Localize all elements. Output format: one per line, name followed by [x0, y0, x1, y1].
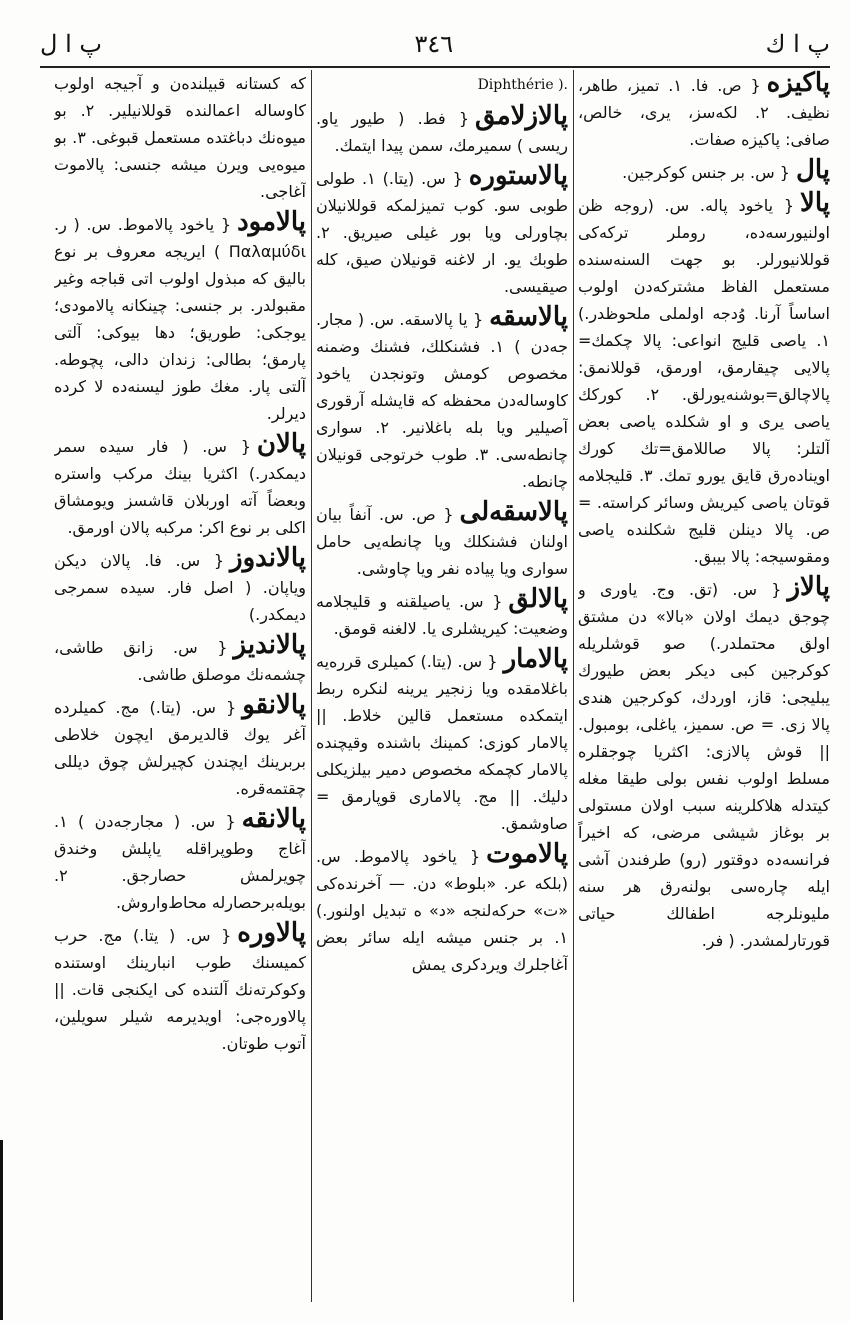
definition: { فط. ( طیور یاو. ریسی ) سمیرمك، سمن پیدا ایتمك.	[316, 109, 568, 155]
definition: { یاخود پاله. س. (روجه ظن اولنیورسه‌ده، روملر ترکه‌کی قوللانیورلر. بو جهت السنه‌سنده مستعمل الفاظ مشترکه‌دن اولوب اساساً آرنا. وُدجه اولملی ملحوظدر.) ۱. یاصی قلیج انواعی: پالا چکمك= پالایی چیقارمق، اورمق، قوللانمق: پالاچالق=بوشنه‌یورلق. ۲. کورکك یاصی یری و او شکلده یاصی بعض آلتلر: پالا صاللامق=تك کورك اوینادەرق قایق یورو تمك. ۳. قلیجلامه قوتان یاصی کیریش وسائر کراسته. = ص. پالا دینلن قلیج شکلنده یاصی ومقوسیجه: پالا بیبق.	[578, 196, 830, 566]
definition: { ص. س. آنفاً بیان اولنان فشنکلك ویا چانطه‌یی حامل سواری ویا پیاده نفر ویا چاوشی.	[316, 505, 568, 578]
header-left-catchword: پ ا ل	[40, 30, 102, 58]
column-middle	[316, 70, 568, 1302]
headword: پالاسقه	[489, 302, 568, 332]
headword: پالاستوره	[468, 161, 568, 191]
definition: { س. زانق طاشی، چشمه‌نك موصلق طاشی.	[54, 638, 306, 684]
page-number: ٣٤٦	[414, 30, 454, 58]
dictionary-entry	[316, 646, 568, 837]
headword: پالانقه	[241, 804, 306, 834]
headword: پالامود	[237, 207, 306, 237]
headword: پالازلامق	[475, 101, 568, 131]
definition: { س. (یتا.) ۱. طولی طوبی سو. کوب تمیزلمکه قوللانیلان بچاورلی ویا بور غیلی صیریق. ۲. طوبك یو. ار لاغنه قونیلان صیق، کله صیقیسی.	[316, 169, 568, 296]
dictionary-entry	[316, 841, 568, 978]
definition: که کستانه قبیلنده‌ن و آجیجه اولوب کاوساله اعمالنده قوللانیلیر. ۲. بو میوه‌نك دباغتده مستعمل قبوغی. ۳. بو میوه‌یی ویرن میشه جنسی: پالاموت آغاجی.	[54, 74, 306, 201]
dictionary-entry	[316, 304, 568, 495]
headword: پالاندوز	[230, 543, 306, 573]
definition: { س. (تق. وج. یاوری و چوجق دیمك اولان «بالا» دن مشتق اولق محتملدر.) صو قوشلریله کوکرجین کبی دیکر بعض طیورك یبلیجی: قاز، اوردك، کوکرجین هندی پالا زی. = ص. سمیز، یاغلی، بومبول. || قوش پالازی: اکثریا چوجقلره مسلط اولوب نفس بولی طیقا مغله کیتدله هلاکلرینه سبب اولان مستولی بر بوغاز شیشی مرضی، که اخیراً فرانسه‌ده دوقتور (رو) طرفندن آشی ایله چاره‌سی بولنه‌رق هر سنه ملیونلرجه اطفالك حیاتی قورتارلمشدر. ( فر.	[578, 580, 830, 950]
headword: پالانقو	[242, 690, 306, 720]
binding-edge	[0, 1140, 3, 1320]
definition: { یاخود پالاموط. س. ( ر. Παλαμύδι ) ایریجه معروف بر نوع بالیق که مبذول اولوب اتی قباجه وغیر مقبولدر. بر جنسی: چینکانه پالامودی؛ یوجکی: طوریق؛ دها بیوکی: آلتی پارمق؛ بطالی: زندان دالی، پچوطه. آلتی پار. مغك طوز لیسنه‌ده لا کرده دیرلر.	[54, 215, 306, 423]
headword: پالاموت	[486, 839, 568, 869]
page-header	[40, 22, 830, 68]
headword: پالاوره	[237, 918, 306, 948]
definition: { س. بر جنس کوکرجین.	[622, 163, 790, 182]
definition: { س. یاصیلقنه و قلیجلامه وضعیت: کیریشلری یا. لالغنه قومق.	[316, 592, 568, 638]
headword: پال	[795, 155, 830, 185]
dictionary-entry	[54, 806, 306, 916]
text-columns	[40, 70, 830, 1310]
dictionary-entry	[578, 70, 830, 153]
column-left	[54, 70, 306, 1302]
dictionary-entry	[54, 920, 306, 1057]
column-divider	[573, 70, 574, 1302]
column-divider	[311, 70, 312, 1302]
dictionary-entry	[578, 574, 830, 954]
definition: { س. (یتا.) مج. کمیلرده آغر یوك قالدیرمق ایچون خلاطی بربرینك ایچندن کچیرلش چوق دیللی چقتمه‌قره.	[54, 698, 306, 798]
definition: { س. ( یتا.) مج. حرب کمیسنك طوب انبارینك اوستنده وکوکرته‌نك آلتنده کی ایکنجی قات. || پالاوره‌جی: اویدیرمه شیلر سویلین، آتوب طوتان.	[54, 926, 306, 1053]
dictionary-entry	[316, 499, 568, 582]
dictionary-entry	[578, 157, 830, 186]
definition: { ص. فا. ۱. تمیز، طاهر، نظیف. ۲. لکه‌سز، یری، خالص، صافی: پاکیزه صفات.	[578, 76, 830, 149]
dictionary-entry	[54, 632, 306, 688]
headword: پالامار	[503, 644, 568, 674]
dictionary-entry	[316, 163, 568, 300]
definition: { س. ( فار سیده سمر دیمکدر.) اکثریا بینك مرکب واستره وبعضاً آته اوربلان قاشسز ویومشاق اکلی بر نوع اکر: مرکبه پالان اورمق.	[54, 437, 306, 537]
headword: پالا	[800, 188, 830, 218]
dictionary-entry	[54, 209, 306, 427]
column-right	[578, 70, 830, 1302]
dictionary-entry	[578, 190, 830, 570]
dictionary-entry	[54, 692, 306, 802]
headword: پالاندیز	[233, 630, 306, 660]
dictionary-entry	[316, 103, 568, 159]
headword: پالان	[256, 429, 306, 459]
definition: Diphthérie ).	[477, 77, 568, 93]
headword: پاکیزه	[766, 70, 830, 98]
definition: { یا پالاسقه. س. ( مجار. جه‌دن ) ۱. فشنکلك، فشنك وضمنه مخصوص کومش وتونجدن یاخود کاوساله‌دن محفظه که قایشله آرقوری آصیلیر ویا بله باغلانیر. ۲. سواری چانطه‌سی. ۳. طوب خرتوجی قونیلان چانطه.	[316, 310, 568, 491]
dictionary-entry	[316, 586, 568, 642]
dictionary-entry	[316, 70, 568, 99]
definition: { س. فا. پالان دیکن ویاپان. ( اصل فار. سیده سمرجی دیمکدر.)	[54, 551, 306, 624]
header-right-catchword: پ ا ك	[765, 30, 830, 58]
dictionary-entry	[54, 70, 306, 205]
headword: پالاز	[787, 572, 830, 602]
definition: { س. ( مجارجه‌دن ) ۱. آغاج وطوپراقله یاپلش وخندق چویرلمش حصارجق. ۲. بویله‌برحصارله محاط‌واروش.	[54, 812, 306, 912]
definition: { یاخود پالاموط. س. (بلکه عر. «بلوط» دن. — آخرنده‌کی «ت» حرکه‌لنجه «د» ه تبدیل اولنور.) ۱. بر جنس میشه ایله سائر بعض آغاجلرك ویردکری یمش	[316, 847, 568, 974]
headword: پالاسقه‌لی	[459, 497, 568, 527]
dictionary-entry	[54, 545, 306, 628]
definition: { س. (یتا.) کمیلری قرره‌یه باغلامقده ویا زنجیر یرینه لنکره ربط ایتمکده مستعمل قالین خلاط. || پالامار کوزی: کمینك باشنده وقیچنده پالامار کچمکه مخصوص دمیر بیلزیکلی دلیك. || مج. پالاماری قوپارمق = صاوشمق.	[316, 652, 568, 833]
dictionary-entry	[54, 431, 306, 541]
headword: پالالق	[508, 584, 568, 614]
